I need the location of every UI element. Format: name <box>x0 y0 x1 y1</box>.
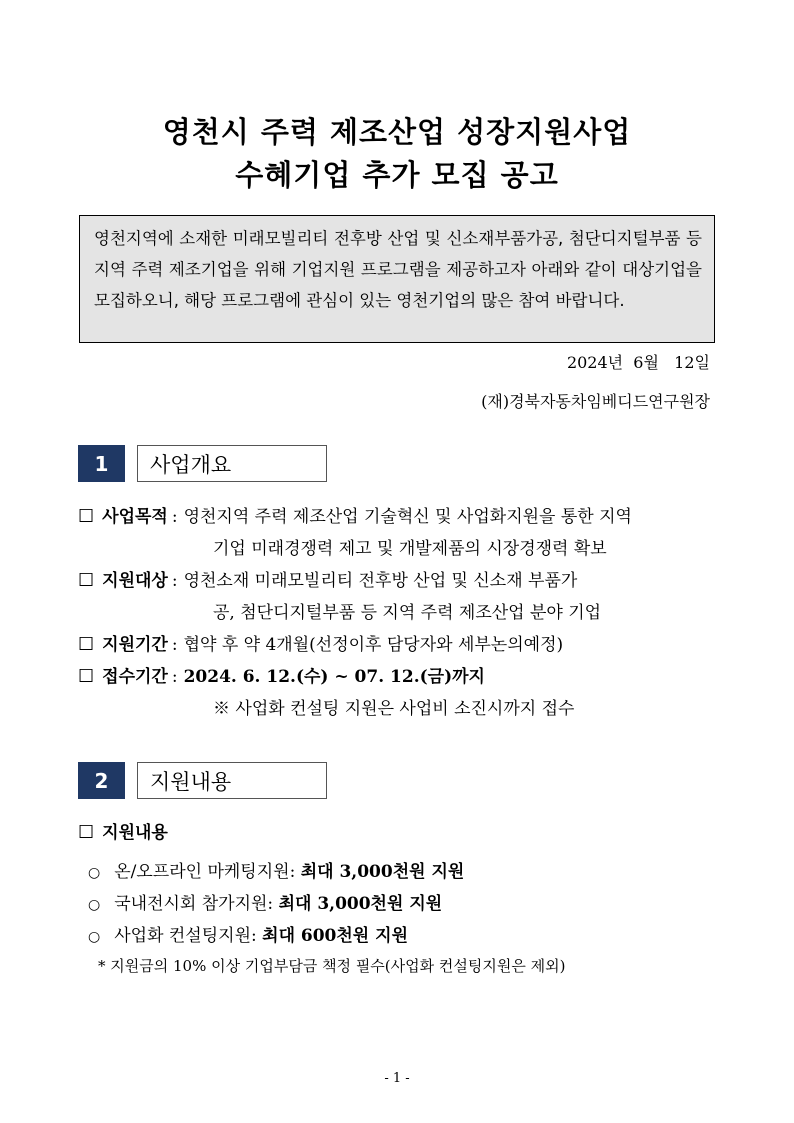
support-bullet: ○ 온/오프라인 마케팅지원: 최대 3,000천원 지원 <box>88 862 465 882</box>
checkbox-icon: ☐ <box>78 634 95 655</box>
item-text: 2024. 6. 12.(수) ~ 07. 12.(금)까지 <box>183 667 485 687</box>
circle-bullet-icon: ○ <box>88 897 101 913</box>
item-purpose: ☐ 사업목적 : 영천지역 주력 제조산업 기술혁신 및 사업화지원을 통한 지역 <box>78 506 632 527</box>
title-line-1: 영천시 주력 제조산업 성장지원사업 <box>162 115 632 149</box>
item-text: 영천소재 미래모빌리티 전후방 산업 및 신소재 부품가 <box>183 571 578 591</box>
item-label: 사업목적 <box>102 507 168 527</box>
item-text: 영천지역 주력 제조산업 기술혁신 및 사업화지원을 통한 지역 <box>183 507 632 527</box>
intro-box: 영천지역에 소재한 미래모빌리티 전후방 산업 및 신소재부품가공, 첨단디지털부품 등 지역 주력 제조기업을 위해 기업지원 프로그램을 제공하고자 아래와 같이 대상기업을 모집하오니, 해당 프로그램에 관심이 있는 영천기업의 많은 참여 바랍니다. <box>79 215 715 343</box>
organization-name: (재)경북자동차임베디드연구원장 <box>481 392 710 411</box>
support-heading-label: 지원내용 <box>102 823 168 843</box>
section-1-number: 1 <box>78 445 125 482</box>
support-amount: 최대 600천원 지원 <box>262 926 408 946</box>
item-label: 지원대상 <box>102 571 168 591</box>
item-label: 지원기간 <box>102 635 168 655</box>
checkbox-icon: ☐ <box>78 506 95 527</box>
support-bullet: ○ 사업화 컨설팅지원: 최대 600천원 지원 <box>88 926 408 946</box>
checkbox-icon: ☐ <box>78 822 95 843</box>
support-amount: 최대 3,000천원 지원 <box>278 894 443 914</box>
item-reception: ☐ 접수기간 : 2024. 6. 12.(수) ~ 07. 12.(금)까지 <box>78 666 485 687</box>
section-1-title: 사업개요 <box>137 445 327 482</box>
checkbox-icon: ☐ <box>78 666 95 687</box>
item-text: 협약 후 약 4개월(선정이후 담당자와 세부논의예정) <box>183 635 564 655</box>
item-label: 접수기간 <box>102 667 168 687</box>
item-text-cont: 기업 미래경쟁력 제고 및 개발제품의 시장경쟁력 확보 <box>213 539 607 559</box>
item-text-cont: 공, 첨단디지털부품 등 지역 주력 제조산업 분야 기업 <box>213 603 602 623</box>
announcement-date: 2024년 6월 12일 <box>566 353 710 372</box>
section-2-number: 2 <box>78 762 125 799</box>
support-heading <box>78 818 168 843</box>
checkbox-icon: ☐ <box>78 570 95 591</box>
support-note: * 지원금의 10% 이상 기업부담금 책정 필수(사업화 컨설팅지원은 제외) <box>98 957 566 975</box>
title-line-2: 수혜기업 추가 모집 공고 <box>235 158 559 192</box>
item-target: ☐ 지원대상 : 영천소재 미래모빌리티 전후방 산업 및 신소재 부품가 <box>78 570 578 591</box>
support-amount: 최대 3,000천원 지원 <box>300 862 465 882</box>
section-2-title: 지원내용 <box>137 762 327 799</box>
support-bullet: ○ 국내전시회 참가지원: 최대 3,000천원 지원 <box>88 894 443 914</box>
item-period: ☐ 지원기간 : 협약 후 약 4개월(선정이후 담당자와 세부논의예정) <box>78 634 564 655</box>
page-number: - 1 - <box>384 1071 410 1086</box>
circle-bullet-icon: ○ <box>88 865 101 881</box>
item-text-note: ※ 사업화 컨설팅 지원은 사업비 소진시까지 접수 <box>213 699 575 719</box>
circle-bullet-icon: ○ <box>88 929 101 945</box>
